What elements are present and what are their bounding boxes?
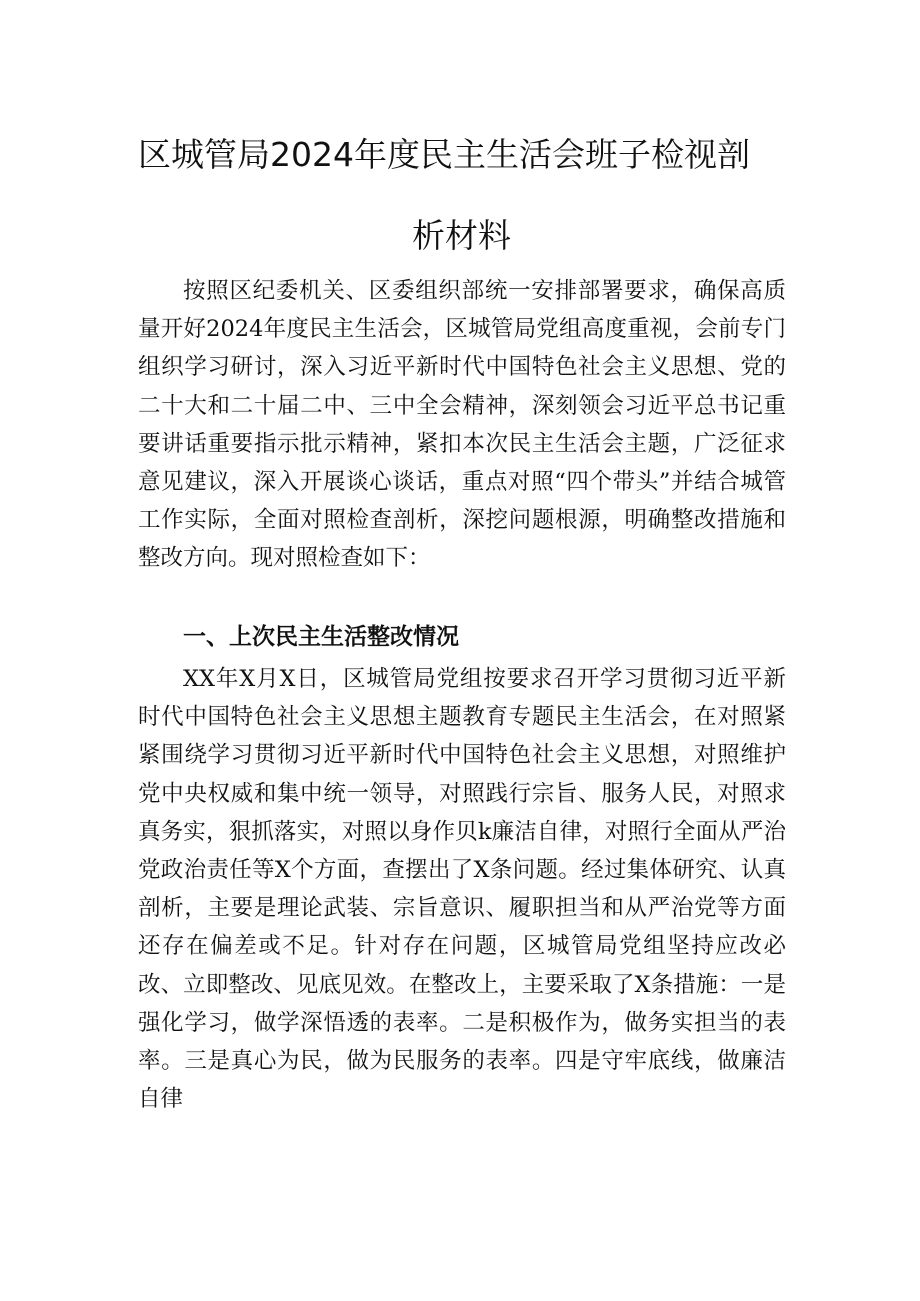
document-title-line-1: 区城管局2024年度民主生活会班子检视剖	[138, 135, 750, 174]
document-title-line-2: 析材料	[412, 216, 511, 255]
section-1-paragraph: XX年X月X日，区城管局党组按要求召开学习贯彻习近平新时代中国特色社会主义思想主题教育专题民主生活会，在对照紧紧围绕学习贯彻习近平新时代中国特色社会主义思想，对照维护党中央权威和集中统一领导，对照践行宗旨、服务人民，对照求真务实，狠抓落实，对照以身作贝k廉洁自律，对照行全面从严治党政治责任等X个方面，查摆出了X条问题。经过集体研究、认真剖析，主要是理论武装、宗旨意识、履职担当和从严治党等方面还存在偏差或不足。针对存在问题，区城管局党组坚持应改必改、立即整改、见底见效。在整改上，主要采取了X条措施：一是强化学习，做学深悟透的表率。二是积极作为，做务实担当的表率。三是真心为民，做为民服务的表率。四是守牢底线，做廉洁自律	[138, 666, 786, 1113]
intro-paragraph: 按照区纪委机关、区委组织部统一安排部署要求，确保高质量开好2024年度民主生活会，区城管局党组高度重视，会前专门组织学习研讨，深入习近平新时代中国特色社会主义思想、党的二十大和二十届二中、三中全会精神，深刻领会习近平总书记重要讲话重要指示批示精神，紧扣本次民主生活会主题，广泛征求意见建议，深入开展谈心谈话，重点对照“四个带头”并结合城管工作实际，全面对照检查剖析，深挖问题根源，明确整改措施和整改方向。现对照检查如下：	[138, 278, 786, 572]
section-1-heading: 一、上次民主生活整改情况	[183, 624, 459, 650]
